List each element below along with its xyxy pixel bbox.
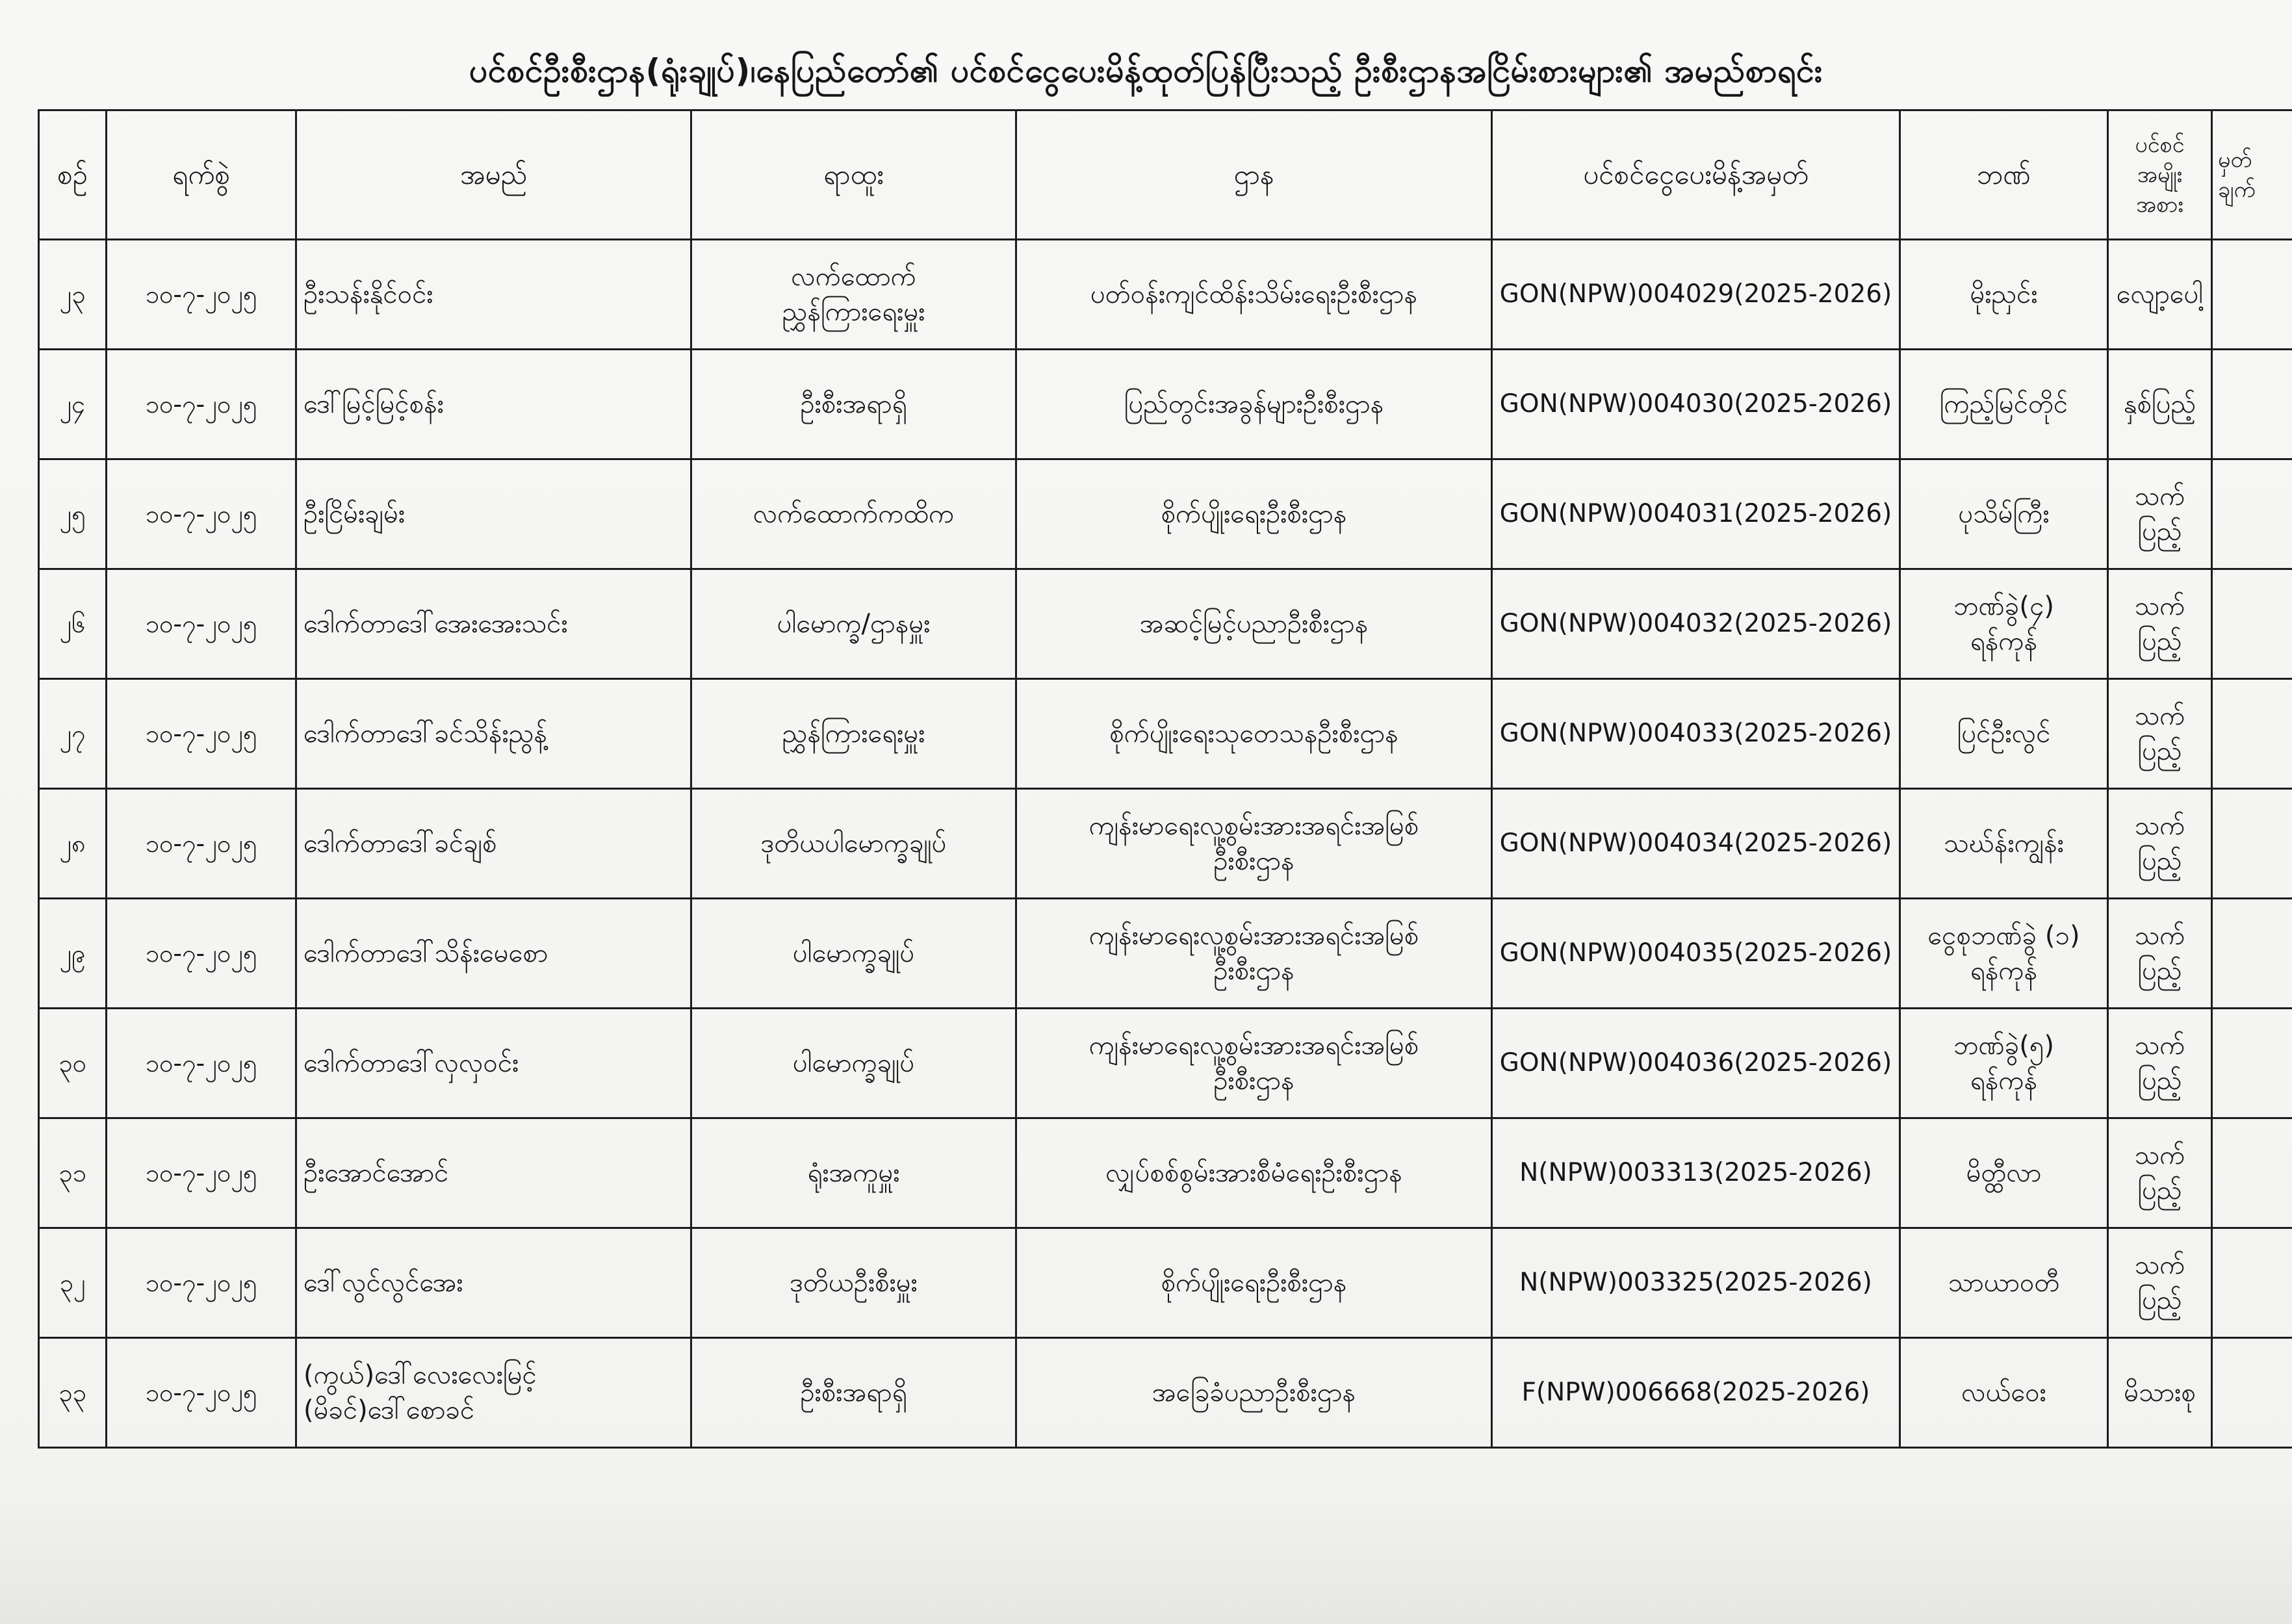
cell-serial-no: ၂၃ xyxy=(39,240,107,350)
cell-department: ကျန်းမာရေးလူ့စွမ်းအားအရင်းအမြစ် ဦးစီးဌာန xyxy=(1016,1009,1492,1118)
col-header-license: ပင်စင်ငွေပေးမိန့်အမှတ် xyxy=(1492,110,1900,240)
table-header-row xyxy=(39,110,2292,240)
cell-name: ဒေါ်မြင့်မြင့်စန်း xyxy=(296,350,691,459)
cell-name: ဦးအောင်အောင် xyxy=(296,1118,691,1228)
cell-serial-no: ၃၁ xyxy=(39,1118,107,1228)
cell-pension-type: မိသားစု xyxy=(2108,1338,2212,1448)
cell-department: ကျန်းမာရေးလူ့စွမ်းအားအရင်းအမြစ် ဦးစီးဌာန xyxy=(1016,899,1492,1009)
cell-pension-type: သက်ပြည့် xyxy=(2108,899,2212,1009)
cell-rank: လက်ထောက် ညွှန်ကြားရေးမှူး xyxy=(691,240,1016,350)
cell-remark xyxy=(2212,899,2292,1009)
cell-name: ဒေါက်တာဒေါ်ခင်ချစ် xyxy=(296,789,691,899)
cell-license-no: GON(NPW)004035(2025-2026) xyxy=(1492,899,1900,1009)
cell-bank: မိုးညှင်း xyxy=(1900,240,2108,350)
cell-pension-type: လျော့ပေါ့ xyxy=(2108,240,2212,350)
cell-name: ဒေါက်တာဒေါ်သိန်းမေစော xyxy=(296,899,691,1009)
cell-remark xyxy=(2212,569,2292,679)
cell-date: ၁၀-၇-၂၀၂၅ xyxy=(107,1009,296,1118)
cell-name: ဦးသန်းနိုင်ဝင်း xyxy=(296,240,691,350)
cell-rank: ဦးစီးအရာရှိ xyxy=(691,1338,1016,1448)
cell-pension-type: သက်ပြည့် xyxy=(2108,459,2212,569)
col-header-pension-type: ပင်စင် အမျိုးအစား xyxy=(2108,110,2212,240)
cell-license-no: GON(NPW)004036(2025-2026) xyxy=(1492,1009,1900,1118)
cell-license-no: GON(NPW)004030(2025-2026) xyxy=(1492,350,1900,459)
cell-date: ၁၀-၇-၂၀၂၅ xyxy=(107,1338,296,1448)
cell-department: ကျန်းမာရေးလူ့စွမ်းအားအရင်းအမြစ် ဦးစီးဌာန xyxy=(1016,789,1492,899)
cell-serial-no: ၂၆ xyxy=(39,569,107,679)
cell-license-no: GON(NPW)004034(2025-2026) xyxy=(1492,789,1900,899)
cell-pension-type: သက်ပြည့် xyxy=(2108,569,2212,679)
col-header-no: စဉ် xyxy=(39,110,107,240)
cell-rank: ပါမောက္ခချုပ် xyxy=(691,1009,1016,1118)
cell-date: ၁၀-၇-၂၀၂၅ xyxy=(107,240,296,350)
cell-name: ဒေါက်တာဒေါ်ခင်သိန်းညွန့် xyxy=(296,679,691,789)
cell-serial-no: ၃၂ xyxy=(39,1228,107,1338)
cell-date: ၁၀-၇-၂၀၂၅ xyxy=(107,569,296,679)
cell-department: ပြည်တွင်းအခွန်များဦးစီးဌာန xyxy=(1016,350,1492,459)
cell-serial-no: ၃၃ xyxy=(39,1338,107,1448)
cell-pension-type: နှစ်ပြည့် xyxy=(2108,350,2212,459)
cell-serial-no: ၂၈ xyxy=(39,789,107,899)
cell-name: ဦးငြိမ်းချမ်း xyxy=(296,459,691,569)
cell-bank: ပြင်ဦးလွင် xyxy=(1900,679,2108,789)
page-title: ပင်စင်ဦးစီးဌာန(ရုံးချုပ်)၊နေပြည်တော်၏ ပင်စင်ငွေပေးမိန့်ထုတ်ပြန်ပြီးသည့် ဦးစီးဌာနအငြိမ်းစားများ၏ အမည်စာရင်း xyxy=(469,52,1823,90)
cell-bank: သာယာဝတီ xyxy=(1900,1228,2108,1338)
cell-rank: လက်ထောက်ကထိက xyxy=(691,459,1016,569)
cell-license-no: GON(NPW)004031(2025-2026) xyxy=(1492,459,1900,569)
cell-remark xyxy=(2212,240,2292,350)
cell-date: ၁၀-၇-၂၀၂၅ xyxy=(107,459,296,569)
cell-remark xyxy=(2212,679,2292,789)
cell-rank: ဒုတိယပါမောက္ခချုပ် xyxy=(691,789,1016,899)
col-header-remark: မှတ် ချက် xyxy=(2212,110,2292,240)
cell-license-no: F(NPW)006668(2025-2026) xyxy=(1492,1338,1900,1448)
cell-name: ဒေါက်တာဒေါ်အေးအေးသင်း xyxy=(296,569,691,679)
cell-license-no: GON(NPW)004033(2025-2026) xyxy=(1492,679,1900,789)
cell-serial-no: ၂၉ xyxy=(39,899,107,1009)
cell-remark xyxy=(2212,1118,2292,1228)
cell-remark xyxy=(2212,1228,2292,1338)
cell-bank: လယ်ဝေး xyxy=(1900,1338,2108,1448)
cell-remark xyxy=(2212,350,2292,459)
cell-license-no: N(NPW)003313(2025-2026) xyxy=(1492,1118,1900,1228)
table-row xyxy=(39,569,2292,679)
cell-department: စိုက်ပျိုးရေးသုတေသနဦးစီးဌာန xyxy=(1016,679,1492,789)
cell-department: အဆင့်မြင့်ပညာဦးစီးဌာန xyxy=(1016,569,1492,679)
cell-rank: ရုံးအကူမှူး xyxy=(691,1118,1016,1228)
cell-bank: ပုသိမ်ကြီး xyxy=(1900,459,2108,569)
cell-bank: ကြည့်မြင်တိုင် xyxy=(1900,350,2108,459)
cell-date: ၁၀-၇-၂၀၂၅ xyxy=(107,789,296,899)
cell-date: ၁၀-၇-၂၀၂၅ xyxy=(107,1118,296,1228)
cell-date: ၁၀-၇-၂၀၂၅ xyxy=(107,899,296,1009)
cell-serial-no: ၂၇ xyxy=(39,679,107,789)
pension-table xyxy=(38,109,2292,1449)
table-row xyxy=(39,1338,2292,1448)
table-row xyxy=(39,350,2292,459)
cell-remark xyxy=(2212,1338,2292,1448)
cell-rank: ပါမောက္ခချုပ် xyxy=(691,899,1016,1009)
cell-name: ဒေါက်တာဒေါ်လှလှဝင်း xyxy=(296,1009,691,1118)
cell-serial-no: ၃၀ xyxy=(39,1009,107,1118)
cell-serial-no: ၂၅ xyxy=(39,459,107,569)
cell-department: စိုက်ပျိုးရေးဦးစီးဌာန xyxy=(1016,459,1492,569)
col-header-bank: ဘဏ် xyxy=(1900,110,2108,240)
cell-pension-type: သက်ပြည့် xyxy=(2108,1118,2212,1228)
cell-remark xyxy=(2212,459,2292,569)
cell-pension-type: သက်ပြည့် xyxy=(2108,679,2212,789)
cell-department: အခြေခံပညာဦးစီးဌာန xyxy=(1016,1338,1492,1448)
cell-date: ၁၀-၇-၂၀၂၅ xyxy=(107,1228,296,1338)
cell-pension-type: သက်ပြည့် xyxy=(2108,1228,2212,1338)
col-header-rank: ရာထူး xyxy=(691,110,1016,240)
cell-license-no: GON(NPW)004029(2025-2026) xyxy=(1492,240,1900,350)
cell-pension-type: သက်ပြည့် xyxy=(2108,1009,2212,1118)
table-row xyxy=(39,899,2292,1009)
cell-remark xyxy=(2212,1009,2292,1118)
table-row xyxy=(39,679,2292,789)
cell-name: (ကွယ်)ဒေါ်လေးလေးမြင့် (မိခင်)ဒေါ်စောခင် xyxy=(296,1338,691,1448)
cell-date: ၁၀-၇-၂၀၂၅ xyxy=(107,679,296,789)
cell-serial-no: ၂၄ xyxy=(39,350,107,459)
cell-rank: ဒုတိယဦးစီးမှူး xyxy=(691,1228,1016,1338)
cell-bank: ငွေစုဘဏ်ခွဲ (၁) ရန်ကုန် xyxy=(1900,899,2108,1009)
table-row xyxy=(39,240,2292,350)
cell-bank: ဘဏ်ခွဲ(၅) ရန်ကုန် xyxy=(1900,1009,2108,1118)
cell-department: စိုက်ပျိုးရေးဦးစီးဌာန xyxy=(1016,1228,1492,1338)
table-row xyxy=(39,1009,2292,1118)
cell-department: လျှပ်စစ်စွမ်းအားစီမံရေးဦးစီးဌာန xyxy=(1016,1118,1492,1228)
cell-bank: မိတ္ထီလာ xyxy=(1900,1118,2108,1228)
cell-rank: ဦးစီးအရာရှိ xyxy=(691,350,1016,459)
cell-department: ပတ်ဝန်းကျင်ထိန်းသိမ်းရေးဦးစီးဌာန xyxy=(1016,240,1492,350)
cell-rank: ပါမောက္ခ/ဌာနမှူး xyxy=(691,569,1016,679)
cell-remark xyxy=(2212,789,2292,899)
cell-pension-type: သက်ပြည့် xyxy=(2108,789,2212,899)
table-row xyxy=(39,1118,2292,1228)
col-header-department: ဌာန xyxy=(1016,110,1492,240)
cell-bank: ဘဏ်ခွဲ(၄) ရန်ကုန် xyxy=(1900,569,2108,679)
table-row xyxy=(39,789,2292,899)
cell-date: ၁၀-၇-၂၀၂၅ xyxy=(107,350,296,459)
cell-bank: သဃ်န်းကျွန်း xyxy=(1900,789,2108,899)
cell-license-no: GON(NPW)004032(2025-2026) xyxy=(1492,569,1900,679)
table-row xyxy=(39,459,2292,569)
cell-license-no: N(NPW)003325(2025-2026) xyxy=(1492,1228,1900,1338)
col-header-name: အမည် xyxy=(296,110,691,240)
table-body xyxy=(39,240,2292,1448)
cell-name: ဒေါ်လွင်လွင်အေး xyxy=(296,1228,691,1338)
table-row xyxy=(39,1228,2292,1338)
col-header-date: ရက်စွဲ xyxy=(107,110,296,240)
page-shadow xyxy=(0,1488,2292,1624)
cell-rank: ညွှန်ကြားရေးမှူး xyxy=(691,679,1016,789)
